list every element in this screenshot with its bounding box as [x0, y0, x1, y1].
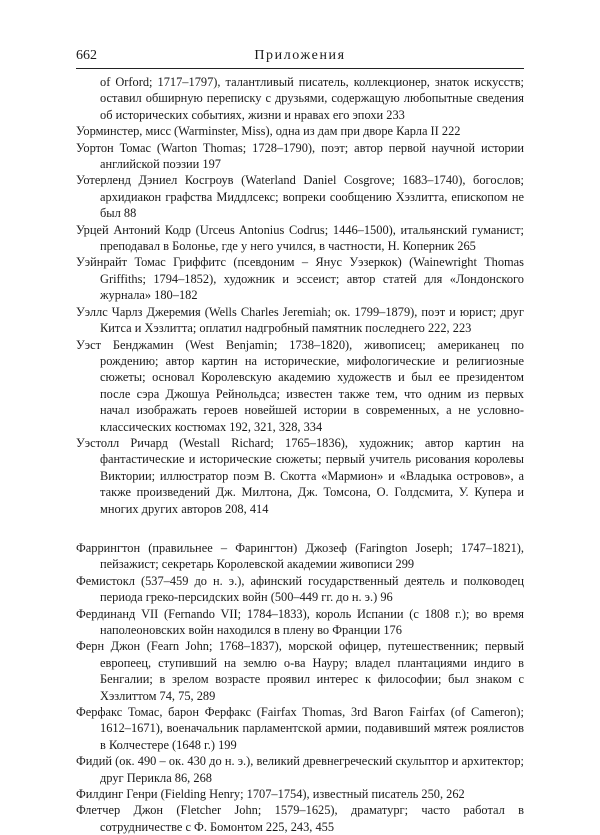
- index-entry: of Orford; 1717–1797), талантливый писатель, коллекционер, знаток искусств; оставил обширную переписку с друзьями, содержащую любопытные сведения об исторических событиях, жизни и нравах его эпохи 233: [100, 75, 524, 122]
- index-entry: Филдинг Генри (Fielding Henry; 1707–1754), известный писатель 250, 262: [76, 787, 465, 802]
- index-entry: Уэстолл Ричард (Westall Richard; 1765–1836), художник; автор картин на фантастические и исторические сюжеты; первый учитель рисования королевы Виктории; иллюстратор поэм В. Скотта «Мармион» и «Владыка островов», а также произведений Дж. Милтона, Дж. Томсона, О. Голдсмита, У. Купера и многих других авторов 208, 414: [76, 435, 524, 516]
- index-entry: Урцей Антоний Кодр (Urceus Antonius Codrus; 1446–1500), итальянский гуманист; преподавал в Болонье, где у него учился, в частности, Н. Коперник 265: [76, 222, 524, 254]
- header-rule: [76, 68, 524, 69]
- index-entry: Уэллс Чарлз Джеремия (Wells Charles Jeremiah; ок. 1799–1879), поэт и юрист; друг Китса и Хэзлитта; оплатил надгробный памятник последнего 222, 223: [76, 304, 524, 336]
- index-entry: Флетчер Джон (Fletcher John; 1579–1625), драматург; часто работал в сотрудничестве с Ф. Бомонтом 225, 243, 455: [76, 803, 524, 834]
- index-entry: Ферн Джон (Fearn John; 1768–1837), морской офицер, путешественник; первый европеец, ступивший на землю о-ва Науру; владел плантациями индиго в Бенгалии; в зрелом возрасте проявил интерес к философии; был знаком с Хэзлиттом 74, 75, 289: [76, 639, 524, 703]
- index-group-f: [76, 540, 524, 835]
- index-entry: Фидий (ок. 490 – ок. 430 до н. э.), великий древнегреческий скульптор и архитектор; друг Перикла 86, 268: [76, 754, 524, 785]
- index-entry: Уэст Бенджамин (West Benjamin; 1738–1820), живописец; американец по рождению; автор картин на исторические, мифологические и религиозные сюжеты; основал Королевскую академию художеств и был ее президентом после сэра Джошуа Рейнольдса; известен также тем, что одним из первых начал изображать героев новейшей истории в современных, а не условно-классических костюмах 192, 321, 328, 334: [76, 337, 524, 434]
- running-header: [76, 48, 524, 68]
- index-entry: Фердинанд VII (Fernando VII; 1784–1833), король Испании (с 1808 г.); во время наполеоновских войн находился в плену во Франции 176: [76, 606, 524, 637]
- index-entry: Фаррингтон (правильнее – Фарингтон) Джозеф (Farington Joseph; 1747–1821), пейзажист; секретарь Королевской академии живописи 299: [76, 540, 524, 572]
- index-entry: Уотерленд Дэниел Косгроув (Waterland Daniel Cosgrove; 1683–1740), богослов; архидиакон графства Миддлсекс; вопреки сообщению Хэзлитта, епископом не был 88: [76, 173, 524, 221]
- index-entry: Уортон Томас (Warton Thomas; 1728–1790), поэт; автор первой научной истории английской поэзии 197: [76, 140, 524, 172]
- index-group-w: [76, 74, 524, 517]
- index-entry: Ферфакс Томас, барон Ферфакс (Fairfax Thomas, 3rd Baron Fairfax (of Cameron); 1612–1671), военачальник парламентской армии, подавивший мятеж роялистов в Колчестере (1648 г.) 199: [76, 705, 524, 752]
- letter-group-gap: [76, 517, 524, 540]
- index-entry: Фемистокл (537–459 до н. э.), афинский государственный деятель и полководец периода греко-персидских войн (500–449 гг. до н. э.) 96: [76, 573, 524, 605]
- index-entry: Уорминстер, мисс (Warminster, Miss), одна из дам при дворе Карла II 222: [76, 124, 461, 139]
- running-title: Приложения: [254, 48, 346, 63]
- index-entry: Уэйнрайт Томас Гриффитс (псевдоним – Янус Уэзеркок) (Wainewright Thomas Griffiths; 1794–1852), художник и эссеист; автор статей для «Лондонского журнала» 180–182: [76, 255, 524, 303]
- page-number: 662: [76, 48, 97, 63]
- index-body: [76, 74, 524, 835]
